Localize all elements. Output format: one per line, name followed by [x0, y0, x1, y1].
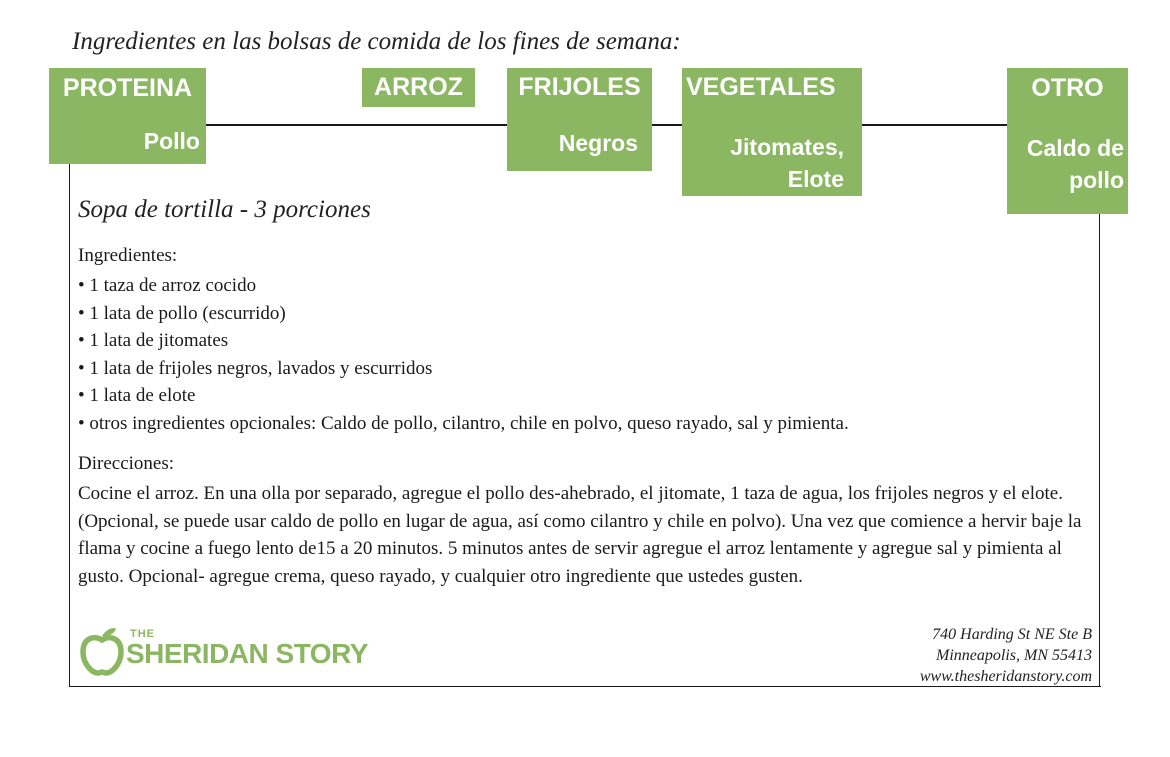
ingredient-item: • 1 lata de pollo (escurrido) [78, 300, 849, 328]
category-value-line: Pollo [143, 128, 200, 154]
category-value-line: Caldo de [1026, 135, 1124, 161]
address-block [920, 624, 1092, 687]
ingredients-heading: Ingredientes: [78, 245, 178, 266]
ingredient-item: • otros ingredientes opcionales: Caldo de pollo, cilantro, chile en polvo, queso rayado, sal y pimienta. [78, 410, 849, 438]
category-value-line: Negros [558, 130, 638, 156]
directions-heading: Direcciones: [78, 453, 175, 474]
ingredient-item: • 1 lata de frijoles negros, lavados y escurridos [78, 355, 849, 383]
address-line: 740 Harding St NE Ste B [932, 626, 1092, 643]
ingredient-item: • 1 lata de jitomates [78, 327, 849, 355]
directions-text: Cocine el arroz. En una olla por separado, agregue el pollo des-ahebrado, el jitomate, 1 taza de agua, los frijoles negros y el elote. (Opcional, se puede usar caldo de pollo en lugar de agua, así como cilantro y chile en polvo). Una vez que comience a hervir baje la flama y cocine a fuego lento de15 a 20 minutos. 5 minutos antes de servir agregue el arroz lentamente y agregue sal y pimienta al gusto. Opcional- agregue crema, queso rayado, y cualquier otro ingrediente que ustedes gusten. [78, 483, 1082, 587]
category-vegetales-value [682, 107, 862, 196]
logo-the-text: THE [130, 628, 155, 640]
ingredients-list [78, 272, 849, 437]
category-otro-label: OTRO [1007, 68, 1128, 108]
category-otro-value [1007, 108, 1128, 214]
category-proteina-value [49, 109, 206, 164]
card-bottom-border [69, 686, 1101, 687]
apple-icon [80, 626, 124, 676]
category-proteina-label: PROTEINA [49, 68, 206, 109]
sheridan-story-logo [80, 626, 400, 676]
website-text: www.thesheridanstory.com [919, 668, 1092, 685]
category-value-line: pollo [1069, 167, 1124, 193]
ingredient-item: • 1 taza de arroz cocido [78, 272, 849, 300]
category-vegetales-label: VEGETALES [682, 68, 862, 107]
recipe-title: Sopa de tortilla - 3 porciones [78, 196, 371, 223]
ingredient-item: • 1 lata de elote [78, 382, 849, 410]
category-frijoles-label: FRIJOLES [507, 68, 652, 107]
category-arroz-label: ARROZ [362, 68, 475, 107]
category-value-line: Jitomates, [730, 134, 844, 160]
category-frijoles-value [507, 107, 652, 171]
category-value-line: Elote [787, 166, 844, 192]
logo-name-text: SHERIDAN STORY [126, 638, 368, 669]
page-title: Ingredientes en las bolsas de comida de los fines de semana: [72, 28, 681, 55]
address-city: Minneapolis, MN 55413 [936, 647, 1092, 664]
